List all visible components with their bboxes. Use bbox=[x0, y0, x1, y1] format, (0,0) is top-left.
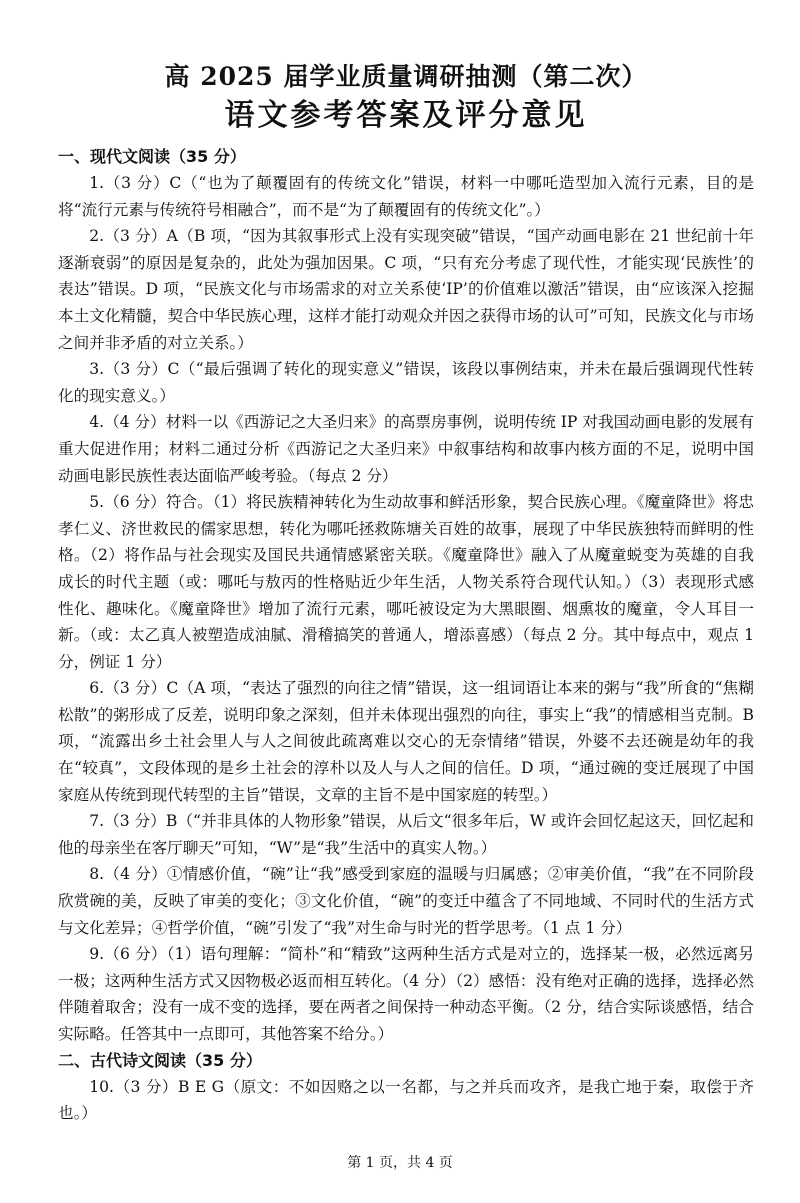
page-title: 高 2025 届学业质量调研抽测（第二次） bbox=[164, 62, 648, 91]
answer-item-3: 3.（3 分）C（“最后强调了转化的现实意义”错误，该段以事例结束，并未在最后强调现代性转化的现实意义。） bbox=[58, 360, 754, 405]
section-classical-reading bbox=[58, 1048, 754, 1127]
answer-item-6: 6.（3 分）C（A 项，“表达了强烈的向往之情”错误，这一组词语让本来的粥与“我”所食的“焦糊松散”的粥形成了反差，说明印象之深刻，但并未体现出强烈的向往，事实上“我”的情感相当克制。B 项，“流露出乡土社会里人与人之间彼此疏离难以交心的无奈情绪”错误，外婆不去还碗是幼年的我在“较真”，文段体现的是乡土社会的淳朴以及人与人之间的信任。D 项，“通过碗的变迁展现了中国家庭从传统到现代转型的主旨”错误，文章的主旨不是中国家庭的转型。） bbox=[58, 679, 754, 804]
section-heading: 二、古代诗文阅读（35 分） bbox=[58, 1050, 262, 1070]
answer-item-10: 10.（3 分）B E G（原文：不如因赂之以一名都，与之并兵而攻齐，是我亡地于秦，取偿于齐也。） bbox=[58, 1077, 754, 1123]
answer-item-1: 1.（3 分）C（“也为了颠覆固有的传统文化”错误，材料一中哪吒造型加入流行元素，目的是将“流行元素与传统符号相融合”，而不是“为了颠覆固有的传统文化”。） bbox=[58, 174, 754, 219]
section-heading: 一、现代文阅读（35 分） bbox=[58, 147, 246, 166]
page-subtitle: 语文参考答案及评分意见 bbox=[224, 98, 588, 133]
section-modern-reading bbox=[58, 144, 754, 1048]
answer-item-2: 2.（3 分）A（B 项，“因为其叙事形式上没有实现突破”错误，“国产动画电影在 21 世纪前十年逐渐衰弱”的原因是复杂的，此处为强加因果。C 项，“只有充分考虑了现代性，才能实现‘民族性’的表达”错误。D 项，“民族文化与市场需求的对立关系使‘IP’的价值难以激活”错误，由“应该深入挖掘本土文化精髓，契合中华民族心理，这样才能打动观众并因之获得市场的认可”可知，民族文化与市场之间并非矛盾的对立关系。） bbox=[58, 227, 754, 352]
answer-item-4: 4.（4 分）材料一以《西游记之大圣归来》的高票房事例，说明传统 IP 对我国动画电影的发展有重大促进作用；材料二通过分析《西游记之大圣归来》中叙事结构和故事内核方面的不足，说明中国动画电影民族性表达面临严峻考验。（每点 2 分） bbox=[58, 413, 754, 485]
answer-item-7: 7.（3 分）B（“并非具体的人物形象”错误，从后文“很多年后，W 或许会回忆起这天，回忆起和他的母亲坐在客厅聊天”可知，“W”是“我”生活中的真实人物。） bbox=[58, 812, 754, 857]
answer-item-5: 5.（6 分）符合。（1）将民族精神转化为生动故事和鲜活形象，契合民族心理。《魔童降世》将忠孝仁义、济世救民的儒家思想，转化为哪吒拯救陈塘关百姓的故事，展现了中华民族独特而鲜明的性格。（2）将作品与社会现实及国民共通情感紧密关联。《魔童降世》融入了从魔童蜕变为英雄的自我成长的时代主题（或：哪吒与敖丙的性格贴近少年生活，人物关系符合现代认知。）（3）表现形式感性化、趣味化。《魔童降世》增加了流行元素，哪吒被设定为大黑眼圈、烟熏妆的魔童，令人耳目一新。（或：太乙真人被塑造成油腻、滑稽搞笑的普通人，增添喜感）（每点 2 分。其中每点中，观点 1 分，例证 1 分） bbox=[58, 493, 754, 671]
answer-item-9: 9.（6 分）（1）语句理解：“简朴”和“精致”这两种生活方式是对立的，选择某一极，必然远离另一极；这两种生活方式又因物极必返而相互转化。（4 分）（2）感悟：没有绝对正确的选择，选择必然伴随着取舍；没有一成不变的选择，要在两者之间保持一种动态平衡。（2 分，结合实际谈感悟，结合实际略。任答其中一点即可，其他答案不给分。） bbox=[58, 945, 754, 1043]
answer-item-8: 8.（4 分）①情感价值，“碗”让“我”感受到家庭的温暖与归属感；②审美价值，“我”在不同阶段欣赏碗的美，反映了审美的变化；③文化价值，“碗”的变迁中蕴含了不同地域、不同时代的生活方式与文化差异；④哲学价值，“碗”引发了“我”对生命与时光的哲学思考。（1 点 1 分） bbox=[58, 865, 754, 937]
page-number: 第 1 页，共 4 页 bbox=[347, 1155, 453, 1171]
